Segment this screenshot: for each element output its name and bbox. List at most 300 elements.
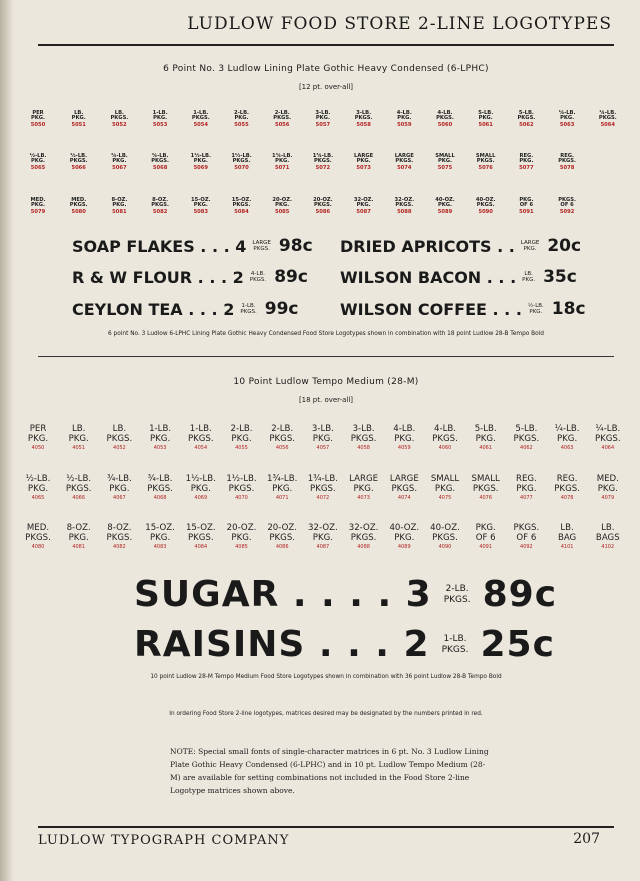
logotype-cell	[99, 524, 139, 551]
combo-text: R & W FLOUR . . . 2	[72, 267, 244, 287]
matrix-number: 5056	[274, 121, 290, 128]
logotype-cell	[547, 154, 587, 171]
combo-price: 35c	[543, 267, 577, 287]
logotype-label: 1-LB. PKG.	[149, 424, 172, 444]
logotype-label: 15-OZ. PKG.	[145, 523, 175, 543]
logotype-label: MED. PKG.	[30, 197, 46, 209]
logotype-cell	[506, 111, 546, 128]
logotype-cell	[344, 425, 384, 452]
logotype-label: 1-LB. PKG.	[152, 110, 168, 122]
logotype-cell	[466, 154, 506, 171]
logotype-cell	[181, 154, 221, 171]
matrix-number: 4077	[520, 495, 533, 502]
logotype-cell	[547, 475, 587, 502]
logotype-cell	[262, 198, 302, 215]
logotype-cell	[18, 475, 58, 502]
logotype-label: 8-OZ. PKG.	[111, 197, 128, 209]
logotype-cell	[466, 524, 506, 551]
matrix-number: 4080	[31, 544, 45, 551]
logotype-cell	[99, 425, 139, 452]
big-combo-price: 25c	[480, 624, 555, 665]
logotype-cell	[262, 475, 302, 502]
logotype-cell	[18, 198, 58, 215]
logotype-cell	[547, 425, 587, 452]
matrix-number: 4054	[194, 445, 208, 452]
logotype-cell	[588, 524, 628, 551]
logotype-cell	[18, 425, 58, 452]
matrix-number: 4082	[113, 544, 126, 551]
combo-rw-flour	[72, 267, 308, 287]
logotype-label: REG. PKG.	[515, 474, 537, 494]
logotype-cell	[466, 111, 506, 128]
logotype-cell	[222, 198, 262, 215]
logotype-label: 20-OZ. PKGS.	[267, 523, 298, 543]
matrix-number: 4060	[438, 445, 452, 452]
combo-soap-flakes	[72, 236, 313, 256]
combo-pkg: 1-LB. PKGS.	[240, 302, 257, 315]
combo-text: WILSON BACON . . .	[340, 267, 517, 287]
matrix-number: 5071	[274, 164, 290, 171]
logotype-label: 32-OZ. PKGS.	[348, 523, 379, 543]
logotype-cell	[99, 111, 139, 128]
logotype-label: LB. PKG.	[68, 424, 89, 444]
logotype-label: 1¾-LB. PKGS.	[312, 153, 334, 165]
logotype-label: SMALL PKGS.	[471, 474, 500, 494]
logotype-cell	[506, 425, 546, 452]
matrix-number: 4076	[479, 495, 493, 502]
combo-pkg: LARGE PKGS.	[252, 239, 271, 252]
logotype-label: 1¾-LB. PKGS.	[307, 474, 339, 494]
logotype-label: ¼-LB. PKG.	[558, 110, 576, 122]
combo-text: SOAP FLAKES . . . 4	[72, 236, 247, 256]
matrix-number: 4061	[479, 445, 493, 452]
logotype-cell	[384, 198, 424, 215]
matrix-number: 4051	[72, 445, 86, 452]
matrix-number: 5087	[356, 208, 371, 215]
combo-price: 99c	[264, 299, 299, 319]
logotype-cell	[303, 475, 343, 502]
combo-text: CEYLON TEA . . . 2	[72, 299, 235, 319]
logotype-label: PER PKG.	[27, 424, 49, 444]
matrix-number: 5076	[478, 164, 493, 171]
matrix-number: 5085	[274, 208, 290, 215]
logotype-cell	[303, 198, 343, 215]
matrix-number: 4067	[113, 495, 126, 502]
matrix-number: 4065	[31, 495, 45, 502]
section2-subtitle: [18 pt. over-all]	[298, 396, 354, 404]
logotype-label: SMALL PKG.	[430, 474, 460, 494]
matrix-number: 5080	[71, 208, 86, 215]
logotype-label: LB. PKGS.	[110, 110, 129, 122]
matrix-number: 4090	[438, 544, 452, 551]
logotype-label: MED. PKGS.	[25, 523, 51, 543]
logotype-label: 1¾-LB. PKG.	[272, 153, 293, 165]
combo-pkg: LARGE PKG.	[520, 239, 540, 252]
logotype-cell	[181, 198, 221, 215]
logotype-cell	[59, 475, 99, 502]
logotype-cell	[140, 425, 180, 452]
combo-price: 20c	[547, 236, 582, 256]
matrix-number: 4075	[438, 495, 452, 502]
logotype-label: PKGS. OF 6	[558, 197, 576, 209]
logotype-label: 15-OZ. PKG.	[191, 197, 211, 209]
big-combo-text: SUGAR . . . . 3	[134, 574, 432, 615]
logotype-cell	[344, 524, 384, 551]
big-combo-price: 89c	[482, 574, 558, 615]
matrix-number: 4063	[560, 445, 574, 452]
logotype-label: 5-LB. PKGS.	[517, 110, 536, 122]
matrix-number: 4102	[601, 544, 615, 551]
logotype-label: LARGE PKGS.	[394, 153, 414, 165]
logotype-label: ¾-LB. PKGS.	[151, 153, 169, 165]
logotype-label: LARGE PKG.	[349, 474, 379, 494]
matrix-number: 4081	[72, 544, 86, 551]
logotype-cell	[384, 475, 424, 502]
matrix-number: 5074	[397, 164, 412, 171]
logotype-cell	[181, 425, 221, 452]
logotype-cell	[588, 111, 628, 128]
logotype-cell	[425, 154, 465, 171]
logotype-label: 3-LB. PKGS.	[354, 110, 373, 122]
logotype-cell	[466, 425, 506, 452]
matrix-number: 4092	[520, 544, 533, 551]
logotype-cell	[181, 475, 221, 502]
logotype-label: ½-LB. PKG.	[25, 474, 51, 494]
logotype-cell	[547, 198, 587, 215]
big-combo-pkg: 1-LB. PKGS.	[441, 634, 469, 655]
combo-dried-apricots	[340, 236, 581, 256]
matrix-number: 5052	[112, 121, 127, 128]
logotype-label: 2-LB. PKG.	[234, 110, 249, 122]
logotype-label: REG. PKGS.	[554, 474, 580, 494]
logotype-label: LB. BAG	[557, 523, 577, 543]
logotype-cell	[262, 154, 302, 171]
logotype-label: 8-OZ. PKG.	[66, 523, 91, 543]
logotype-cell	[140, 111, 180, 128]
matrix-number: 5079	[30, 208, 46, 215]
combo-pkg: LB. PKG.	[522, 270, 536, 283]
matrix-number: 5077	[519, 164, 534, 171]
logotype-cell	[140, 154, 180, 171]
combo-wilson-coffee	[340, 299, 586, 319]
logotype-label: MED. PKGS.	[69, 197, 88, 209]
logotype-label: 20-OZ. PKG.	[272, 197, 292, 209]
logotype-label: PKG. OF 6	[519, 197, 534, 209]
logotype-cell	[262, 524, 302, 551]
matrix-number: 5088	[397, 208, 412, 215]
logotype-label: PKG. OF 6	[475, 523, 496, 543]
matrix-number: 4101	[560, 544, 574, 551]
matrix-number: 5061	[478, 121, 493, 128]
logotype-label: LB. PKG.	[71, 110, 86, 122]
logotype-label: 32-OZ. PKGS.	[394, 197, 415, 209]
big-combo-sugar	[134, 574, 557, 615]
matrix-number: 4062	[520, 445, 533, 452]
logotype-cell	[18, 524, 58, 551]
matrix-number: 4072	[316, 495, 330, 502]
logotype-cell	[384, 111, 424, 128]
logotype-label: 40-OZ. PKG.	[435, 197, 455, 209]
logotype-cell	[140, 475, 180, 502]
logotype-label: 4-LB. PKGS.	[436, 110, 454, 122]
logotype-cell	[303, 111, 343, 128]
logotype-label: PKGS. OF 6	[513, 523, 540, 543]
matrix-number: 4079	[601, 495, 615, 502]
logotype-label: REG. PKG.	[519, 153, 534, 165]
logotype-label: 4-LB. PKGS.	[432, 424, 458, 444]
matrix-number: 4074	[397, 495, 411, 502]
matrix-number: 4087	[316, 544, 330, 551]
matrix-number: 4050	[31, 445, 45, 452]
section-divider	[38, 356, 614, 357]
logotype-label: 2-LB. PKGS.	[269, 424, 296, 444]
combo-pkg: ½-LB. PKG.	[527, 302, 544, 315]
section2-caption: 10 point Ludlow 28-M Tempo Medium Food Store Logotypes shown in combination with 36 point Ludlow 28-B Tempo Bold	[150, 674, 502, 680]
logotype-cell	[222, 425, 262, 452]
combo-wilson-bacon	[340, 267, 577, 287]
logotype-cell	[588, 425, 628, 452]
matrix-number: 4071	[275, 495, 289, 502]
logotype-label: 32-OZ. PKG.	[353, 197, 374, 209]
logotype-cell	[59, 111, 99, 128]
logotype-label: REG. PKGS.	[558, 153, 576, 165]
logotype-label: PER PKG.	[30, 110, 46, 122]
logotype-cell	[466, 198, 506, 215]
logotype-label: ¾-LB. PKG.	[111, 153, 128, 165]
logotype-cell	[99, 198, 139, 215]
logotype-label: LB. BAGS	[595, 523, 620, 543]
combo-text: DRIED APRICOTS . .	[340, 236, 515, 256]
logotype-label: 4-LB. PKG.	[393, 424, 416, 444]
matrix-number: 5067	[112, 164, 127, 171]
big-combo-text: RAISINS . . . 2	[134, 624, 430, 665]
logotype-cell	[222, 111, 262, 128]
logotype-cell	[547, 524, 587, 551]
matrix-number: 4066	[72, 495, 86, 502]
matrix-number: 4057	[316, 445, 330, 452]
logotype-cell	[222, 475, 262, 502]
matrix-number: 5051	[71, 121, 86, 128]
logotype-label: 1¾-LB. PKG.	[267, 474, 298, 494]
logotype-label: 2-LB. PKGS.	[273, 110, 292, 122]
matrix-number: 4088	[357, 544, 370, 551]
logotype-label: ¼-LB. PKG.	[554, 424, 580, 444]
logotype-label: ½-LB. PKG.	[29, 153, 47, 165]
logotype-label: SMALL PKG.	[435, 153, 455, 165]
matrix-number: 4078	[560, 495, 574, 502]
logotype-cell	[384, 425, 424, 452]
matrix-number: 5064	[600, 121, 616, 128]
logotype-label: 40-OZ. PKG.	[389, 523, 420, 543]
matrix-number: 5073	[356, 164, 371, 171]
matrix-number: 5062	[519, 121, 534, 128]
matrix-number: 5055	[234, 121, 249, 128]
logotype-cell	[547, 111, 587, 128]
logotype-cell	[506, 198, 546, 215]
logotype-label: 3-LB. PKGS.	[350, 424, 377, 444]
logotype-cell	[18, 154, 58, 171]
matrix-number: 4064	[601, 445, 615, 452]
logotype-cell	[59, 154, 99, 171]
matrix-number: 5058	[356, 121, 371, 128]
matrix-number: 5084	[234, 208, 249, 215]
logotype-label: SMALL PKGS.	[475, 153, 496, 165]
matrix-number: 5057	[315, 121, 331, 128]
special-fonts-note: NOTE: Special small fonts of single-character matrices in 6 pt. No. 3 Ludlow Lining Plate Gothic Heavy Condensed (6-LPHC) and in 10 pt. Ludlow Tempo Medium (28-M) are available for setting combinations not included in the Food Store 2-line Logotype matrices shown above.	[170, 747, 489, 795]
logotype-cell	[181, 524, 221, 551]
matrix-number: 4084	[194, 544, 208, 551]
logotype-label: 1½-LB. PKG.	[190, 153, 211, 165]
section1-title: 6 Point No. 3 Ludlow Lining Plate Gothic Heavy Condensed (6-LPHC)	[163, 64, 489, 74]
logotype-cell	[384, 524, 424, 551]
logotype-label: ½-LB. PKGS.	[69, 153, 88, 165]
big-combo-pkg: 2-LB. PKGS.	[443, 584, 471, 605]
logotype-label: 1½-LB. PKG.	[185, 474, 216, 494]
logotype-cell	[140, 524, 180, 551]
matrix-number: 5091	[519, 208, 534, 215]
matrix-number: 5068	[152, 164, 168, 171]
logotype-cell	[506, 154, 546, 171]
footer-company: LUDLOW TYPOGRAPH COMPANY	[38, 833, 290, 848]
logotype-label: 20-OZ. PKGS.	[313, 197, 333, 209]
logotype-cell	[384, 154, 424, 171]
logotype-label: LB. PKGS.	[106, 424, 133, 444]
logotype-cell	[303, 425, 343, 452]
logotype-cell	[466, 475, 506, 502]
matrix-number: 4055	[235, 445, 248, 452]
logotype-cell	[425, 111, 465, 128]
logotype-cell	[425, 198, 465, 215]
logotype-label: 1½-LB. PKGS.	[231, 153, 252, 165]
matrix-number: 5069	[193, 164, 209, 171]
logotype-cell	[59, 198, 99, 215]
logotype-label: 40-OZ. PKGS.	[475, 197, 496, 209]
combo-price: 98c	[278, 236, 313, 256]
logotype-label: MED. PKG.	[596, 474, 619, 494]
header-rule	[38, 44, 614, 46]
logotype-cell	[425, 475, 465, 502]
logotype-label: 3-LB. PKG.	[315, 110, 331, 122]
logotype-label: 1-LB. PKGS.	[191, 110, 210, 122]
logotype-label: LARGE PKGS.	[389, 474, 419, 494]
logotype-cell	[344, 475, 384, 502]
matrix-number: 5053	[152, 121, 168, 128]
logotype-cell	[18, 111, 58, 128]
logotype-cell	[59, 425, 99, 452]
logotype-cell	[99, 475, 139, 502]
logotype-cell	[303, 524, 343, 551]
logotype-cell	[344, 198, 384, 215]
logotype-cell	[588, 475, 628, 502]
matrix-number: 4058	[357, 445, 370, 452]
matrix-number: 5070	[234, 164, 249, 171]
matrix-number: 4089	[397, 544, 411, 551]
combo-text: WILSON COFFEE . . .	[340, 299, 522, 319]
logotype-cell	[262, 425, 302, 452]
matrix-number: 4083	[153, 544, 167, 551]
section1-subtitle: [12 pt. over-all]	[298, 83, 354, 91]
matrix-number: 5060	[437, 121, 453, 128]
matrix-number: 4085	[235, 544, 248, 551]
matrix-number: 4069	[194, 495, 208, 502]
logotype-label: 32-OZ. PKG.	[308, 523, 338, 543]
logotype-cell	[506, 475, 546, 502]
matrix-number: 5082	[152, 208, 168, 215]
section1-caption: 6 point No. 3 Ludlow 6-LPHC Lining Plate Gothic Heavy Condensed Food Store Logotypes shown in combination with 18 point Ludlow 28-B Tempo Bold	[108, 331, 544, 337]
logotype-label: 2-LB. PKG.	[230, 424, 253, 444]
matrix-number: 5072	[315, 164, 331, 171]
matrix-number: 5090	[478, 208, 493, 215]
logotype-label: 15-OZ. PKGS.	[185, 523, 216, 543]
logotype-cell	[140, 198, 180, 215]
combo-ceylon-tea	[72, 299, 299, 319]
logotype-cell	[59, 524, 99, 551]
logotype-cell	[181, 111, 221, 128]
logotype-label: 5-LB. PKG.	[478, 110, 494, 122]
matrix-number: 5078	[559, 164, 575, 171]
matrix-number: 5086	[315, 208, 331, 215]
logotype-label: ¾-LB. PKGS.	[147, 474, 173, 494]
page-spine-shadow	[0, 0, 14, 881]
matrix-number: 4086	[275, 544, 289, 551]
logotype-label: ¼-LB. PKGS.	[594, 424, 621, 444]
matrix-number: 5081	[112, 208, 127, 215]
matrix-number: 5059	[397, 121, 412, 128]
logotype-cell	[425, 425, 465, 452]
matrix-number: 5089	[437, 208, 453, 215]
footer-rule	[38, 826, 614, 828]
big-combo-raisins	[134, 624, 555, 665]
logotype-cell	[222, 524, 262, 551]
logotype-label: ¾-LB. PKG.	[106, 474, 132, 494]
matrix-number: 4052	[113, 445, 126, 452]
logotype-cell	[262, 111, 302, 128]
logotype-label: 20-OZ. PKG.	[226, 523, 257, 543]
ordering-note: In ordering Food Store 2-line logotypes, matrices desired may be designated by the numbers printed in red.	[169, 711, 483, 717]
matrix-number: 4091	[479, 544, 493, 551]
matrix-number: 5063	[559, 121, 575, 128]
matrix-number: 5083	[193, 208, 209, 215]
logotype-cell	[222, 154, 262, 171]
logotype-label: ¼-LB. PKGS.	[598, 110, 617, 122]
logotype-label: 8-OZ. PKGS.	[151, 197, 169, 209]
section2-title: 10 Point Ludlow Tempo Medium (28-M)	[233, 377, 419, 387]
page-title: LUDLOW FOOD STORE 2-LINE LOGOTYPES	[187, 14, 612, 34]
combo-pkg: 4-LB. PKGS.	[249, 270, 267, 283]
logotype-label: 1½-LB. PKGS.	[226, 474, 257, 494]
matrix-number: 4073	[357, 495, 370, 502]
logotype-label: 3-LB. PKG.	[311, 424, 334, 444]
logotype-label: ½-LB. PKGS.	[65, 474, 92, 494]
matrix-number: 4056	[275, 445, 289, 452]
logotype-label: 4-LB. PKG.	[396, 110, 412, 122]
matrix-number: 4053	[153, 445, 167, 452]
logotype-label: 5-LB. PKGS.	[513, 424, 540, 444]
logotype-cell	[506, 524, 546, 551]
logotype-label: 8-OZ. PKGS.	[106, 523, 133, 543]
logotype-cell	[344, 111, 384, 128]
logotype-label: 5-LB. PKG.	[474, 424, 497, 444]
logotype-label: 1-LB. PKGS.	[187, 424, 214, 444]
logotype-cell	[99, 154, 139, 171]
matrix-number: 4068	[153, 495, 167, 502]
matrix-number: 5054	[193, 121, 209, 128]
logotype-label: 40-OZ. PKGS.	[430, 523, 460, 543]
matrix-number: 5050	[30, 121, 46, 128]
matrix-number: 5075	[437, 164, 453, 171]
page-number: 207	[573, 831, 600, 847]
combo-price: 18c	[551, 299, 586, 319]
